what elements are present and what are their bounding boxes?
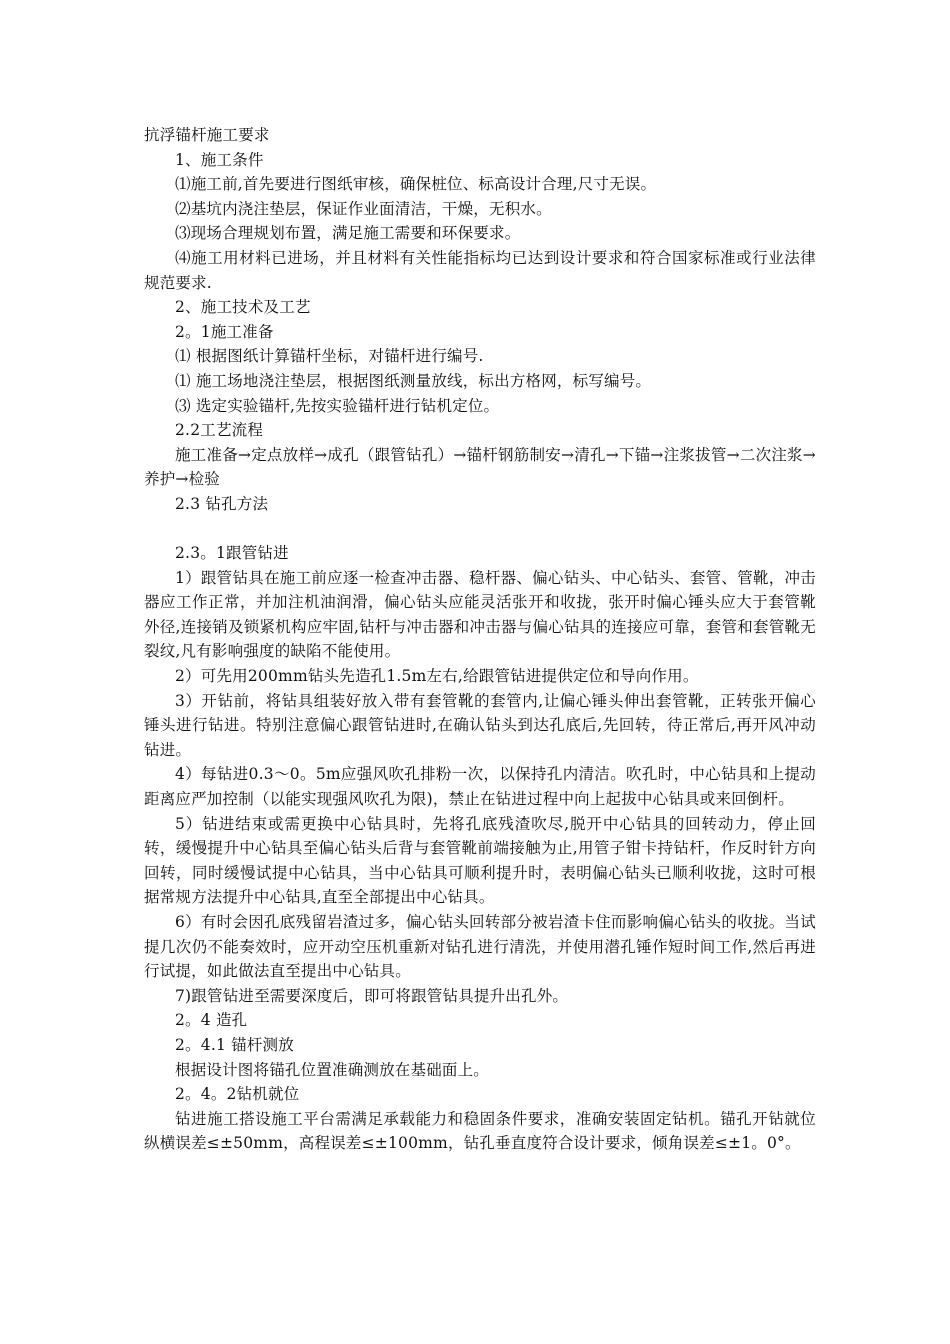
paragraph: 钻进施工搭设施工平台需满足承载能力和稳固条件要求，准确安装固定钻机。锚孔开钻就位纵横误差≤±50mm，高程误差≤±100mm，钻孔垂直度符合设计要求，倾角误差≤±1。0°。 [144, 1109, 816, 1153]
subsection-heading: 2。1施工准备 [175, 322, 274, 341]
paragraph: ⑵基坑内浇注垫层，保证作业面清洁，干燥，无积水。 [175, 199, 552, 218]
paragraph: 3）开钻前，将钻具组装好放入带有套管靴的套管内,让偏心锤头伸出套管靴，正转张开偏心锤头进行钻进。特别注意偏心跟管钻进时,在确认钻头到达孔底后,先回转，待正常后,再开风冲动钻进。 [144, 691, 816, 759]
paragraph: 4）每钻进0.3～0。5m应强风吹孔排粉一次，以保持孔内清洁。吹孔时，中心钻具和上提动距离应严加控制（以能实现强风吹孔为限)，禁止在钻进过程中向上起拔中心钻具或来回倒杆。 [144, 765, 816, 809]
paragraph: 7)跟管钻进至需要深度后，即可将跟管钻具提升出孔外。 [175, 986, 569, 1005]
subsection-heading: 2。4.1 锚杆测放 [175, 1035, 294, 1054]
paragraph: 1）跟管钻具在施工前应逐一检查冲击器、稳杆器、偏心钻头、中心钻头、套管、管靴，冲击器应工作正常，并加注机油润滑，偏心钻头应能灵活张开和收拢，张开时偏心锤头应大于套管靴外径,连接销及锁紧机构应牢固,钻杆与冲击器和冲击器与偏心钻具的连接应可靠，套管和套管靴无裂纹,凡有影响强度的缺陷不能使用。 [144, 568, 816, 661]
paragraph: ⑷施工用材料已进场，并且材料有关性能指标均已达到设计要求和符合国家标准或行业法律规范要求. [144, 248, 816, 292]
paragraph: 根据设计图将锚孔位置准确测放在基础面上。 [175, 1060, 490, 1079]
section-heading: 1、施工条件 [175, 150, 264, 169]
paragraph: 2）可先用200mm钻头先造孔1.5m左右,给跟管钻进提供定位和导向作用。 [175, 667, 699, 686]
subsection-heading: 2.3 钻孔方法 [175, 494, 269, 513]
subsection-heading: 2。4。2钻机就位 [175, 1085, 300, 1104]
process-flow: 施工准备→定点放样→成孔（跟管钻孔）→锚杆钢筋制安→清孔→下锚→注浆拔管→二次注浆→养护→检验 [144, 445, 816, 489]
section-heading: 2、施工技术及工艺 [175, 298, 311, 317]
blank-line [144, 517, 816, 542]
paragraph: 5）钻进结束或需更换中心钻具时，先将孔底残渣吹尽,脱开中心钻具的回转动力，停止回转，缓慢提升中心钻具至偏心钻头后背与套管靴前端接触为止,用管子钳卡持钻杆，作反时针方向回转，同时缓慢试提中心钻具，当中心钻具可顺利提升时，表明偏心钻头已顺利收拢，这时可根据常规方法提升中心钻具,直至全部提出中心钻具。 [144, 814, 816, 907]
paragraph: ⑴施工前,首先要进行图纸审核，确保桩位、标高设计合理,尺寸无误。 [175, 175, 657, 194]
paragraph: ⑶现场合理规划布置，满足施工需要和环保要求。 [175, 224, 521, 243]
paragraph: ⑴ 根据图纸计算锚杆坐标，对锚杆进行编号. [175, 347, 484, 366]
paragraph: 6）有时会因孔底残留岩渣过多，偏心钻头回转部分被岩渣卡住而影响偏心钻头的收拢。当试提几次仍不能奏效时，应开动空压机重新对钻孔进行清洗，并使用潜孔锤作短时间工作,然后再进行试提，如此做法直至提出中心钻具。 [144, 913, 816, 981]
subsection-heading: 2。4 造孔 [175, 1011, 248, 1030]
paragraph: ⑶ 选定实验锚杆,先按实验锚杆进行钻机定位。 [175, 396, 500, 415]
subsection-heading: 2.2工艺流程 [175, 421, 264, 440]
subsection-heading: 2.3。1跟管钻进 [175, 544, 289, 563]
paragraph: ⑴ 施工场地浇注垫层，根据图纸测量放线，标出方格网，标写编号。 [175, 371, 652, 390]
document-page [144, 123, 816, 1156]
doc-title: 抗浮锚杆施工要求 [144, 126, 270, 144]
